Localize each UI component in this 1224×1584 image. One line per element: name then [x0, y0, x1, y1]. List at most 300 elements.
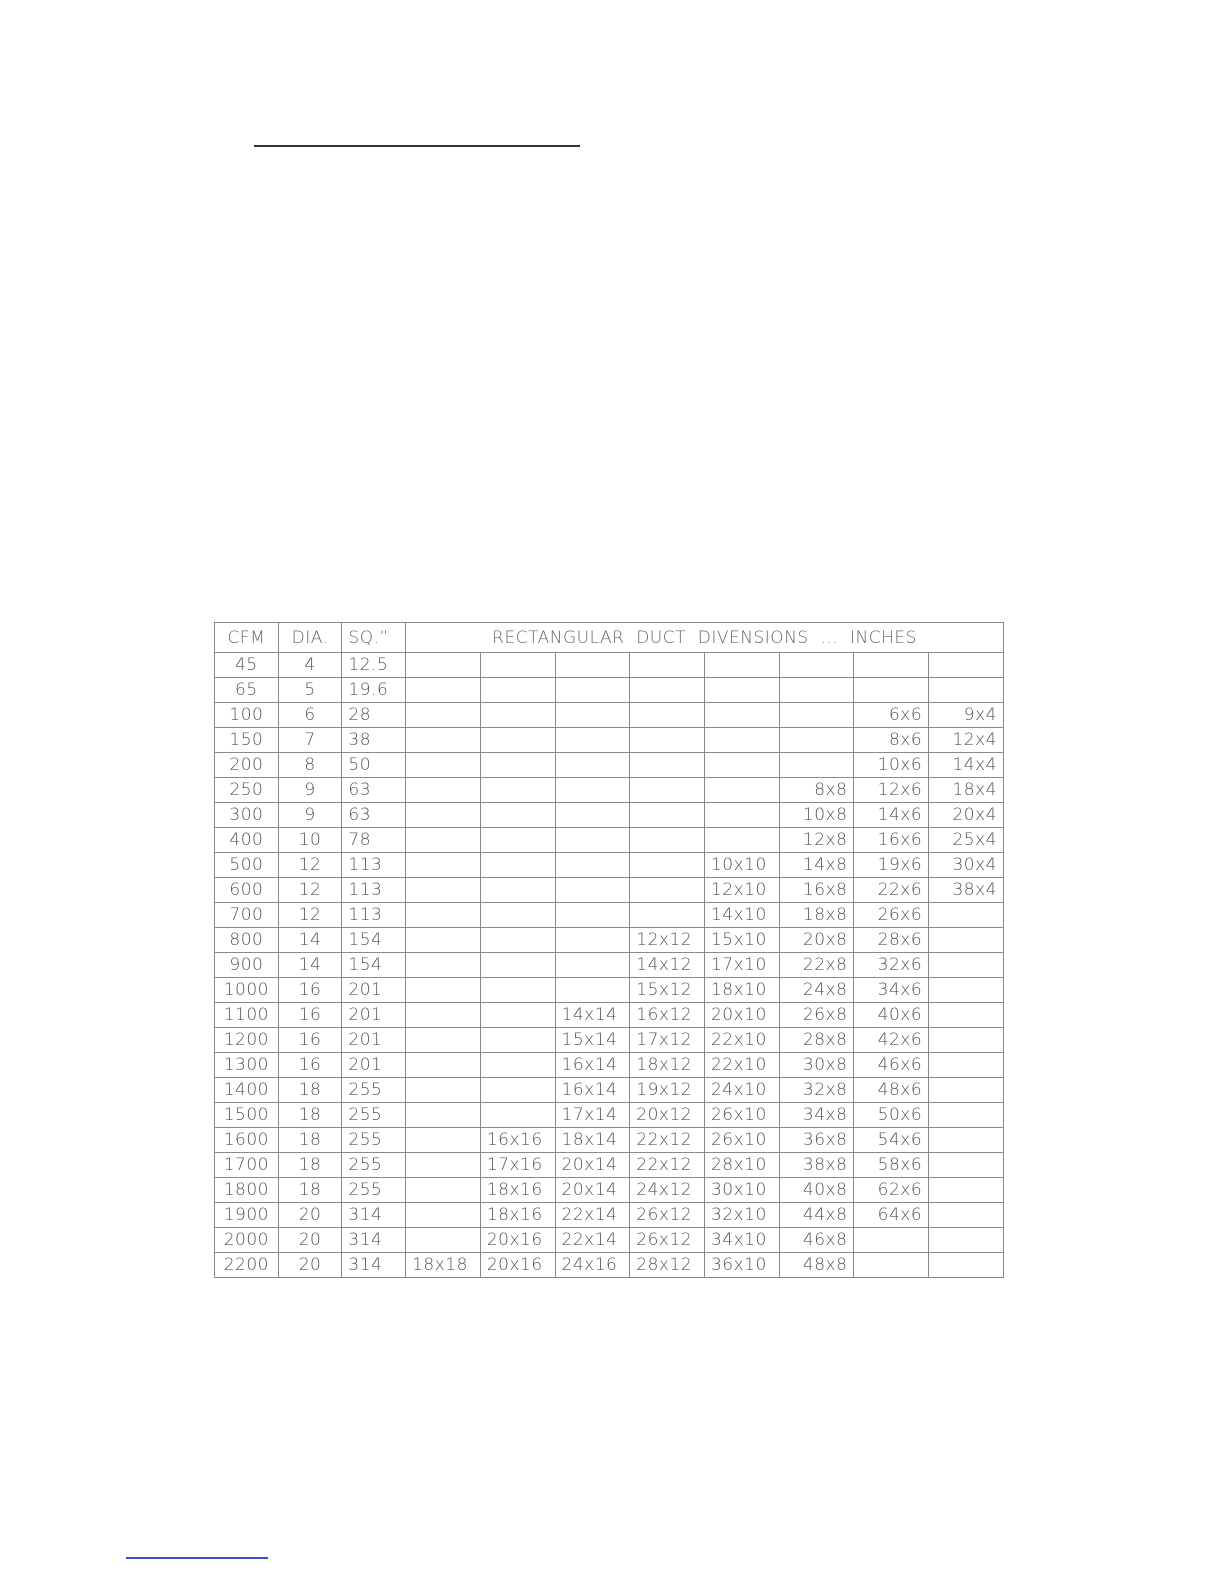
cfm-cell: 100	[215, 703, 279, 728]
duct-dimension-cell	[406, 678, 481, 703]
dia-cell: 16	[278, 1003, 342, 1028]
duct-dimension-cell: 18x4	[929, 778, 1004, 803]
duct-dimension-cell: 40x6	[854, 1003, 929, 1028]
duct-dimension-cell: 20x12	[630, 1103, 705, 1128]
duct-dimension-cell: 15x14	[555, 1028, 630, 1053]
duct-dimension-cell	[929, 953, 1004, 978]
cfm-cell: 1600	[215, 1128, 279, 1153]
duct-dimension-cell	[555, 703, 630, 728]
dia-cell: 6	[278, 703, 342, 728]
table-row	[215, 1203, 1004, 1228]
duct-dimension-cell: 16x14	[555, 1053, 630, 1078]
table-row	[215, 828, 1004, 853]
duct-dimension-cell: 28x10	[704, 1153, 779, 1178]
duct-dimension-cell: 62x6	[854, 1178, 929, 1203]
duct-dimension-cell	[406, 778, 481, 803]
duct-dimension-cell	[630, 653, 705, 678]
duct-sizing-table	[214, 622, 1004, 1278]
duct-dimension-cell	[929, 1228, 1004, 1253]
duct-dimension-cell: 16x8	[779, 878, 854, 903]
duct-dimension-cell: 8x6	[854, 728, 929, 753]
duct-dimension-cell: 28x12	[630, 1253, 705, 1278]
duct-dimension-cell: 46x6	[854, 1053, 929, 1078]
sq-cell: 255	[342, 1078, 406, 1103]
duct-dimension-cell: 26x8	[779, 1003, 854, 1028]
duct-dimension-cell: 17x16	[480, 1153, 555, 1178]
duct-dimension-cell: 26x10	[704, 1128, 779, 1153]
duct-dimension-cell: 14x14	[555, 1003, 630, 1028]
duct-dimension-cell	[406, 1228, 481, 1253]
sq-cell: 154	[342, 953, 406, 978]
duct-dimension-cell: 12x8	[779, 828, 854, 853]
sq-cell: 113	[342, 853, 406, 878]
duct-dimension-cell: 30x10	[704, 1178, 779, 1203]
duct-dimension-cell	[555, 978, 630, 1003]
dia-cell: 12	[278, 853, 342, 878]
duct-dimension-cell	[480, 853, 555, 878]
duct-dimension-cell: 18x16	[480, 1203, 555, 1228]
duct-dimension-cell	[480, 778, 555, 803]
duct-dimension-cell	[630, 703, 705, 728]
duct-dimension-cell	[929, 1053, 1004, 1078]
duct-dimension-cell	[854, 678, 929, 703]
duct-dimension-cell: 46x8	[779, 1228, 854, 1253]
duct-dimension-cell	[406, 1178, 481, 1203]
duct-dimension-cell: 20x8	[779, 928, 854, 953]
sq-cell: 38	[342, 728, 406, 753]
duct-dimension-cell: 17x10	[704, 953, 779, 978]
table-row	[215, 1053, 1004, 1078]
dia-cell: 12	[278, 903, 342, 928]
cfm-cell: 65	[215, 678, 279, 703]
duct-dimension-cell	[406, 1103, 481, 1128]
table-row	[215, 853, 1004, 878]
sq-cell: 255	[342, 1103, 406, 1128]
duct-dimension-cell	[555, 728, 630, 753]
sq-cell: 50	[342, 753, 406, 778]
duct-dimension-cell: 10x6	[854, 753, 929, 778]
duct-dimension-cell	[555, 753, 630, 778]
table-row	[215, 1178, 1004, 1203]
duct-dimension-cell	[779, 653, 854, 678]
table-row	[215, 1003, 1004, 1028]
duct-dimension-cell	[480, 678, 555, 703]
cfm-cell: 200	[215, 753, 279, 778]
duct-dimension-cell: 14x8	[779, 853, 854, 878]
duct-dimension-cell: 12x4	[929, 728, 1004, 753]
duct-dimension-cell	[630, 753, 705, 778]
cfm-cell: 300	[215, 803, 279, 828]
sq-cell: 63	[342, 778, 406, 803]
duct-dimension-cell: 19x6	[854, 853, 929, 878]
duct-dimension-cell: 9x4	[929, 703, 1004, 728]
duct-dimension-cell: 38x4	[929, 878, 1004, 903]
sq-cell: 154	[342, 928, 406, 953]
duct-dimension-cell	[480, 878, 555, 903]
duct-dimension-cell: 22x10	[704, 1028, 779, 1053]
duct-dimension-cell: 18x16	[480, 1178, 555, 1203]
dia-cell: 8	[278, 753, 342, 778]
duct-dimension-cell	[406, 903, 481, 928]
cfm-cell: 1100	[215, 1003, 279, 1028]
table-row	[215, 678, 1004, 703]
duct-dimension-cell: 20x10	[704, 1003, 779, 1028]
duct-dimension-cell	[480, 1028, 555, 1053]
duct-dimension-cell	[704, 803, 779, 828]
duct-dimension-cell	[555, 953, 630, 978]
duct-dimension-cell	[929, 903, 1004, 928]
sq-cell: 201	[342, 978, 406, 1003]
duct-dimension-cell	[555, 803, 630, 828]
duct-dimension-cell	[929, 978, 1004, 1003]
duct-dimension-cell: 8x8	[779, 778, 854, 803]
duct-dimension-cell	[929, 678, 1004, 703]
duct-dimension-cell	[406, 1078, 481, 1103]
duct-dimension-cell: 19x12	[630, 1078, 705, 1103]
sq-cell: 314	[342, 1228, 406, 1253]
duct-dimension-cell: 36x8	[779, 1128, 854, 1153]
cfm-cell: 1200	[215, 1028, 279, 1053]
sq-cell: 19.6	[342, 678, 406, 703]
duct-dimension-cell: 34x6	[854, 978, 929, 1003]
table-row	[215, 1078, 1004, 1103]
duct-dimension-cell	[480, 928, 555, 953]
duct-dimension-cell: 50x6	[854, 1103, 929, 1128]
duct-dimension-cell: 30x8	[779, 1053, 854, 1078]
duct-dimension-cell	[555, 928, 630, 953]
duct-dimension-cell: 22x6	[854, 878, 929, 903]
dia-cell: 12	[278, 878, 342, 903]
cfm-cell: 2000	[215, 1228, 279, 1253]
duct-dimension-cell	[630, 878, 705, 903]
duct-dimension-cell	[480, 828, 555, 853]
dia-cell: 18	[278, 1078, 342, 1103]
dia-cell: 10	[278, 828, 342, 853]
duct-dimension-cell	[406, 953, 481, 978]
table-row	[215, 703, 1004, 728]
dia-cell: 20	[278, 1253, 342, 1278]
duct-dimension-cell: 17x12	[630, 1028, 705, 1053]
duct-dimension-cell: 15x10	[704, 928, 779, 953]
duct-dimension-cell	[480, 1053, 555, 1078]
duct-dimension-cell	[555, 653, 630, 678]
cfm-cell: 1500	[215, 1103, 279, 1128]
dia-cell: 18	[278, 1153, 342, 1178]
duct-dimension-cell: 38x8	[779, 1153, 854, 1178]
duct-dimension-cell: 34x10	[704, 1228, 779, 1253]
duct-dimension-cell	[406, 703, 481, 728]
cfm-cell: 600	[215, 878, 279, 903]
duct-dimension-cell: 24x10	[704, 1078, 779, 1103]
duct-dimension-cell: 30x4	[929, 853, 1004, 878]
duct-dimension-cell: 28x8	[779, 1028, 854, 1053]
dia-cell: 20	[278, 1203, 342, 1228]
table-row	[215, 753, 1004, 778]
duct-dimension-cell	[630, 778, 705, 803]
header-rectangular-dimensions: RECTANGULAR DUCT DIVENSIONS ... INCHES	[406, 623, 1004, 653]
duct-dimension-cell: 54x6	[854, 1128, 929, 1153]
duct-dimension-cell	[480, 753, 555, 778]
cfm-cell: 900	[215, 953, 279, 978]
dia-cell: 9	[278, 803, 342, 828]
table-row	[215, 903, 1004, 928]
duct-dimension-cell	[929, 928, 1004, 953]
table-row	[215, 928, 1004, 953]
dia-cell: 14	[278, 953, 342, 978]
sq-cell: 201	[342, 1003, 406, 1028]
duct-dimension-cell: 14x10	[704, 903, 779, 928]
duct-dimension-cell	[779, 703, 854, 728]
cfm-cell: 1900	[215, 1203, 279, 1228]
table-body	[215, 653, 1004, 1278]
duct-dimension-cell	[854, 1253, 929, 1278]
duct-dimension-cell	[406, 978, 481, 1003]
duct-dimension-cell: 36x10	[704, 1253, 779, 1278]
sq-cell: 314	[342, 1253, 406, 1278]
duct-dimension-cell: 18x18	[406, 1253, 481, 1278]
duct-dimension-cell: 10x10	[704, 853, 779, 878]
duct-dimension-cell: 10x8	[779, 803, 854, 828]
duct-dimension-cell: 18x12	[630, 1053, 705, 1078]
duct-dimension-cell: 20x14	[555, 1153, 630, 1178]
duct-dimension-cell	[555, 828, 630, 853]
duct-dimension-cell: 22x10	[704, 1053, 779, 1078]
dia-cell: 7	[278, 728, 342, 753]
duct-dimension-cell: 12x10	[704, 878, 779, 903]
duct-dimension-cell	[630, 803, 705, 828]
duct-dimension-cell: 32x6	[854, 953, 929, 978]
sq-cell: 63	[342, 803, 406, 828]
table-row	[215, 978, 1004, 1003]
duct-dimension-cell: 32x8	[779, 1078, 854, 1103]
duct-dimension-cell	[704, 703, 779, 728]
cfm-cell: 1000	[215, 978, 279, 1003]
duct-dimension-cell	[480, 1078, 555, 1103]
duct-dimension-cell: 22x12	[630, 1153, 705, 1178]
sq-cell: 12.5	[342, 653, 406, 678]
dia-cell: 4	[278, 653, 342, 678]
duct-dimension-cell	[480, 803, 555, 828]
duct-dimension-cell	[406, 1203, 481, 1228]
header-sq: SQ.”	[342, 623, 406, 653]
cfm-cell: 1700	[215, 1153, 279, 1178]
duct-dimension-cell: 18x14	[555, 1128, 630, 1153]
duct-dimension-cell: 6x6	[854, 703, 929, 728]
table-row	[215, 1028, 1004, 1053]
duct-dimension-cell	[555, 878, 630, 903]
sq-cell: 201	[342, 1053, 406, 1078]
duct-dimension-cell	[630, 728, 705, 753]
duct-dimension-cell	[406, 928, 481, 953]
table-row	[215, 1253, 1004, 1278]
dia-cell: 16	[278, 978, 342, 1003]
cfm-cell: 700	[215, 903, 279, 928]
duct-dimension-cell	[480, 978, 555, 1003]
duct-dimension-cell: 18x10	[704, 978, 779, 1003]
sq-cell: 113	[342, 903, 406, 928]
duct-dimension-cell: 58x6	[854, 1153, 929, 1178]
duct-dimension-cell: 16x16	[480, 1128, 555, 1153]
duct-dimension-cell	[929, 1003, 1004, 1028]
duct-dimension-cell: 48x6	[854, 1078, 929, 1103]
duct-dimension-cell	[406, 1053, 481, 1078]
duct-dimension-cell	[406, 1028, 481, 1053]
duct-dimension-cell: 24x16	[555, 1253, 630, 1278]
table-row	[215, 803, 1004, 828]
duct-dimension-cell	[929, 1078, 1004, 1103]
table-row	[215, 1228, 1004, 1253]
duct-dimension-cell	[406, 828, 481, 853]
duct-dimension-cell: 14x12	[630, 953, 705, 978]
duct-dimension-cell	[704, 728, 779, 753]
duct-dimension-cell	[704, 828, 779, 853]
duct-dimension-cell	[704, 778, 779, 803]
cfm-cell: 400	[215, 828, 279, 853]
header-underline	[254, 145, 580, 147]
sq-cell: 113	[342, 878, 406, 903]
duct-dimension-cell	[480, 903, 555, 928]
duct-dimension-cell: 40x8	[779, 1178, 854, 1203]
sq-cell: 78	[342, 828, 406, 853]
duct-dimension-cell	[406, 878, 481, 903]
duct-dimension-cell: 16x14	[555, 1078, 630, 1103]
duct-dimension-cell	[406, 1128, 481, 1153]
duct-dimension-cell: 32x10	[704, 1203, 779, 1228]
duct-dimension-cell	[480, 1003, 555, 1028]
footer-link-underline	[126, 1557, 268, 1559]
duct-dimension-cell: 17x14	[555, 1103, 630, 1128]
dia-cell: 18	[278, 1128, 342, 1153]
duct-dimension-cell: 22x14	[555, 1228, 630, 1253]
duct-dimension-cell	[704, 678, 779, 703]
duct-dimension-cell	[854, 1228, 929, 1253]
duct-dimension-cell: 48x8	[779, 1253, 854, 1278]
cfm-cell: 150	[215, 728, 279, 753]
table-row	[215, 878, 1004, 903]
duct-dimension-cell	[406, 1153, 481, 1178]
duct-dimension-cell	[929, 1203, 1004, 1228]
duct-dimension-cell	[630, 828, 705, 853]
duct-dimension-cell	[480, 728, 555, 753]
duct-dimension-cell	[704, 653, 779, 678]
duct-dimension-cell: 12x6	[854, 778, 929, 803]
duct-dimension-cell: 16x6	[854, 828, 929, 853]
cfm-cell: 1800	[215, 1178, 279, 1203]
duct-dimension-cell: 22x8	[779, 953, 854, 978]
duct-dimension-cell	[929, 1103, 1004, 1128]
duct-dimension-cell	[406, 803, 481, 828]
cfm-cell: 1400	[215, 1078, 279, 1103]
table-row	[215, 728, 1004, 753]
duct-dimension-cell	[929, 1178, 1004, 1203]
duct-dimension-cell	[854, 653, 929, 678]
dia-cell: 18	[278, 1103, 342, 1128]
cfm-cell: 250	[215, 778, 279, 803]
cfm-cell: 800	[215, 928, 279, 953]
duct-dimension-cell	[630, 853, 705, 878]
duct-dimension-cell: 44x8	[779, 1203, 854, 1228]
duct-dimension-cell	[929, 1028, 1004, 1053]
duct-dimension-cell: 24x8	[779, 978, 854, 1003]
duct-dimension-cell: 26x12	[630, 1228, 705, 1253]
dia-cell: 16	[278, 1028, 342, 1053]
duct-dimension-cell: 22x12	[630, 1128, 705, 1153]
duct-dimension-cell	[480, 1103, 555, 1128]
duct-dimension-cell	[779, 753, 854, 778]
duct-dimension-cell	[555, 778, 630, 803]
duct-dimension-cell: 20x16	[480, 1228, 555, 1253]
duct-dimension-cell	[630, 903, 705, 928]
duct-dimension-cell	[406, 728, 481, 753]
duct-dimension-cell	[480, 653, 555, 678]
duct-dimension-cell: 20x16	[480, 1253, 555, 1278]
duct-dimension-cell: 20x14	[555, 1178, 630, 1203]
duct-dimension-cell	[929, 1153, 1004, 1178]
duct-dimension-cell: 14x4	[929, 753, 1004, 778]
table-row	[215, 778, 1004, 803]
duct-dimension-cell: 26x10	[704, 1103, 779, 1128]
duct-dimension-cell	[406, 653, 481, 678]
duct-dimension-cell: 22x14	[555, 1203, 630, 1228]
duct-dimension-cell: 26x12	[630, 1203, 705, 1228]
duct-dimension-cell	[929, 653, 1004, 678]
duct-dimension-cell: 16x12	[630, 1003, 705, 1028]
duct-dimension-cell	[929, 1128, 1004, 1153]
duct-dimension-cell	[406, 753, 481, 778]
duct-dimension-cell	[480, 703, 555, 728]
table-header-row	[215, 623, 1004, 653]
sq-cell: 314	[342, 1203, 406, 1228]
sq-cell: 255	[342, 1178, 406, 1203]
sq-cell: 28	[342, 703, 406, 728]
table-row	[215, 1153, 1004, 1178]
duct-dimension-cell	[779, 678, 854, 703]
duct-dimension-cell: 14x6	[854, 803, 929, 828]
duct-dimension-cell: 64x6	[854, 1203, 929, 1228]
cfm-cell: 500	[215, 853, 279, 878]
header-dia: DIA.	[278, 623, 342, 653]
duct-dimension-cell: 26x6	[854, 903, 929, 928]
cfm-cell: 2200	[215, 1253, 279, 1278]
duct-dimension-cell: 24x12	[630, 1178, 705, 1203]
dia-cell: 16	[278, 1053, 342, 1078]
dia-cell: 18	[278, 1178, 342, 1203]
sq-cell: 255	[342, 1128, 406, 1153]
duct-dimension-cell	[555, 903, 630, 928]
dia-cell: 14	[278, 928, 342, 953]
dia-cell: 5	[278, 678, 342, 703]
cfm-cell: 1300	[215, 1053, 279, 1078]
table-row	[215, 953, 1004, 978]
duct-dimension-cell	[480, 953, 555, 978]
duct-dimension-cell: 18x8	[779, 903, 854, 928]
dia-cell: 20	[278, 1228, 342, 1253]
duct-dimension-cell: 25x4	[929, 828, 1004, 853]
table-row	[215, 1128, 1004, 1153]
duct-dimension-cell	[704, 753, 779, 778]
duct-dimension-cell	[779, 728, 854, 753]
duct-dimension-cell: 12x12	[630, 928, 705, 953]
duct-dimension-cell: 42x6	[854, 1028, 929, 1053]
duct-dimension-cell: 34x8	[779, 1103, 854, 1128]
duct-dimension-cell: 28x6	[854, 928, 929, 953]
duct-dimension-cell	[555, 853, 630, 878]
duct-dimension-cell	[406, 853, 481, 878]
table-row	[215, 653, 1004, 678]
cfm-cell: 45	[215, 653, 279, 678]
duct-dimension-cell	[406, 1003, 481, 1028]
duct-dimension-cell	[929, 1253, 1004, 1278]
